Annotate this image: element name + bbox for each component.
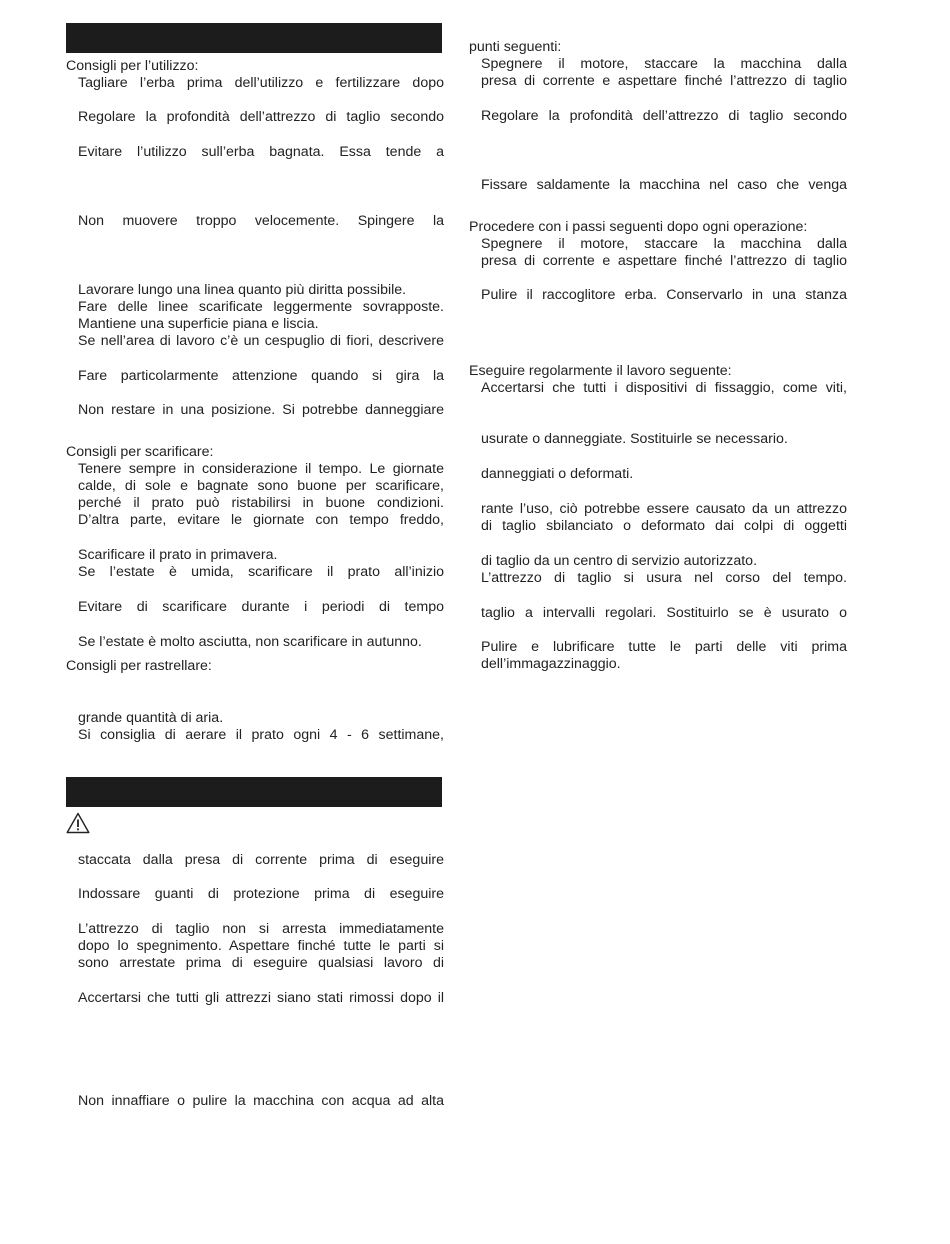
usage-tip: Tagliare l’erba prima dell’utilizzo e fertilizzare dopo — [78, 75, 444, 91]
rake-tips-heading: Consigli per rastrellare: — [66, 658, 212, 674]
usage-tips-heading: Consigli per l’utilizzo: — [66, 58, 199, 74]
maintenance-warning: sono arrestate prima di eseguire qualsiasi lavoro di — [78, 955, 444, 971]
maintenance-warning: dopo lo spegnimento. Aspettare finché tutte le parti si — [78, 938, 444, 954]
warning-triangle-icon — [66, 812, 90, 834]
right-column-line: dell’immagazzinaggio. — [481, 656, 621, 672]
right-column-line: rante l’uso, ciò potrebbe essere causato da un attrezzo — [481, 501, 847, 517]
maintenance-warning: Accertarsi che tutti gli attrezzi siano stati rimossi dopo il — [78, 990, 444, 1006]
right-column-line: L’attrezzo di taglio si usura nel corso del tempo. — [481, 570, 847, 586]
usage-tip: Mantiene una superficie piana e liscia. — [78, 316, 319, 332]
right-column-line: Pulire il raccoglitore erba. Conservarlo in una stanza — [481, 287, 847, 303]
maintenance-warning: staccata dalla presa di corrente prima di eseguire — [78, 852, 444, 868]
scarify-tip: Se l’estate è umida, scarificare il prato all’inizio — [78, 564, 444, 580]
scarify-tip: Evitare di scarificare durante i periodi di tempo — [78, 599, 444, 615]
right-column-line: Regolare la profondità dell’attrezzo di taglio secondo — [481, 108, 847, 124]
after-use-heading: Procedere con i passi seguenti dopo ogni operazione: — [469, 219, 808, 235]
usage-tip: Se nell’area di lavoro c’è un cespuglio di fiori, descrivere — [78, 333, 444, 349]
section-header-bar-usage — [66, 23, 442, 53]
usage-tip: Evitare l’utilizzo sull’erba bagnata. Essa tende a — [78, 144, 444, 160]
right-column-line: danneggiati o deformati. — [481, 466, 634, 482]
right-column-line: Fissare saldamente la macchina nel caso che venga — [481, 177, 847, 193]
usage-tip: Lavorare lungo una linea quanto più diritta possibile. — [78, 282, 407, 298]
right-column-line: Spegnere il motore, staccare la macchina dalla — [481, 56, 847, 72]
maintenance-warning: Indossare guanti di protezione prima di eseguire — [78, 886, 444, 902]
right-column-line: Accertarsi che tutti i dispositivi di fissaggio, come viti, — [481, 380, 847, 396]
regular-work-heading: Eseguire regolarmente il lavoro seguente: — [469, 363, 732, 379]
rake-tip: grande quantità di aria. — [78, 710, 224, 726]
rake-tip: Si consiglia di aerare il prato ogni 4 - 6 settimane, — [78, 727, 444, 743]
right-column-line: di taglio sbilanciato o deformato dai colpi di oggetti — [481, 518, 847, 534]
right-column-line: punti seguenti: — [469, 39, 562, 55]
usage-tip: Fare particolarmente attenzione quando si gira la — [78, 368, 444, 384]
usage-tip: Non muovere troppo velocemente. Spingere la — [78, 213, 444, 229]
right-column-line: taglio a intervalli regolari. Sostituirlo se è usurato o — [481, 605, 847, 621]
right-column-line: usurate o danneggiate. Sostituirle se necessario. — [481, 431, 788, 447]
usage-tip: Regolare la profondità dell’attrezzo di taglio secondo — [78, 109, 444, 125]
maintenance-warning: L’attrezzo di taglio non si arresta immediatamente — [78, 921, 444, 937]
usage-tip: Non restare in una posizione. Si potrebbe danneggiare — [78, 402, 444, 418]
scarify-tip: calde, di sole e bagnate sono buone per scarificare, — [78, 478, 444, 494]
scarify-tip: D’altra parte, evitare le giornate con tempo freddo, — [78, 512, 444, 528]
scarify-tip: Scarificare il prato in primavera. — [78, 547, 278, 563]
section-header-bar-maintenance — [66, 777, 442, 807]
scarify-tip: perché il prato può ristabilirsi in buone condizioni. — [78, 495, 444, 511]
right-column-line: di taglio da un centro di servizio autorizzato. — [481, 553, 758, 569]
right-column-line: Pulire e lubrificare tutte le parti delle viti prima — [481, 639, 847, 655]
scarify-tip: Se l’estate è molto asciutta, non scarificare in autunno. — [78, 634, 422, 650]
scarify-tips-heading: Consigli per scarificare: — [66, 444, 214, 460]
right-column-line: presa di corrente e aspettare finché l’attrezzo di taglio — [481, 253, 847, 269]
usage-tip: Fare delle linee scarificate leggermente sovrapposte. — [78, 299, 444, 315]
maintenance-warning: Non innaffiare o pulire la macchina con acqua ad alta — [78, 1093, 444, 1109]
right-column-line: presa di corrente e aspettare finché l’attrezzo di taglio — [481, 73, 847, 89]
scarify-tip: Tenere sempre in considerazione il tempo. Le giornate — [78, 461, 444, 477]
right-column-line: Spegnere il motore, staccare la macchina dalla — [481, 236, 847, 252]
